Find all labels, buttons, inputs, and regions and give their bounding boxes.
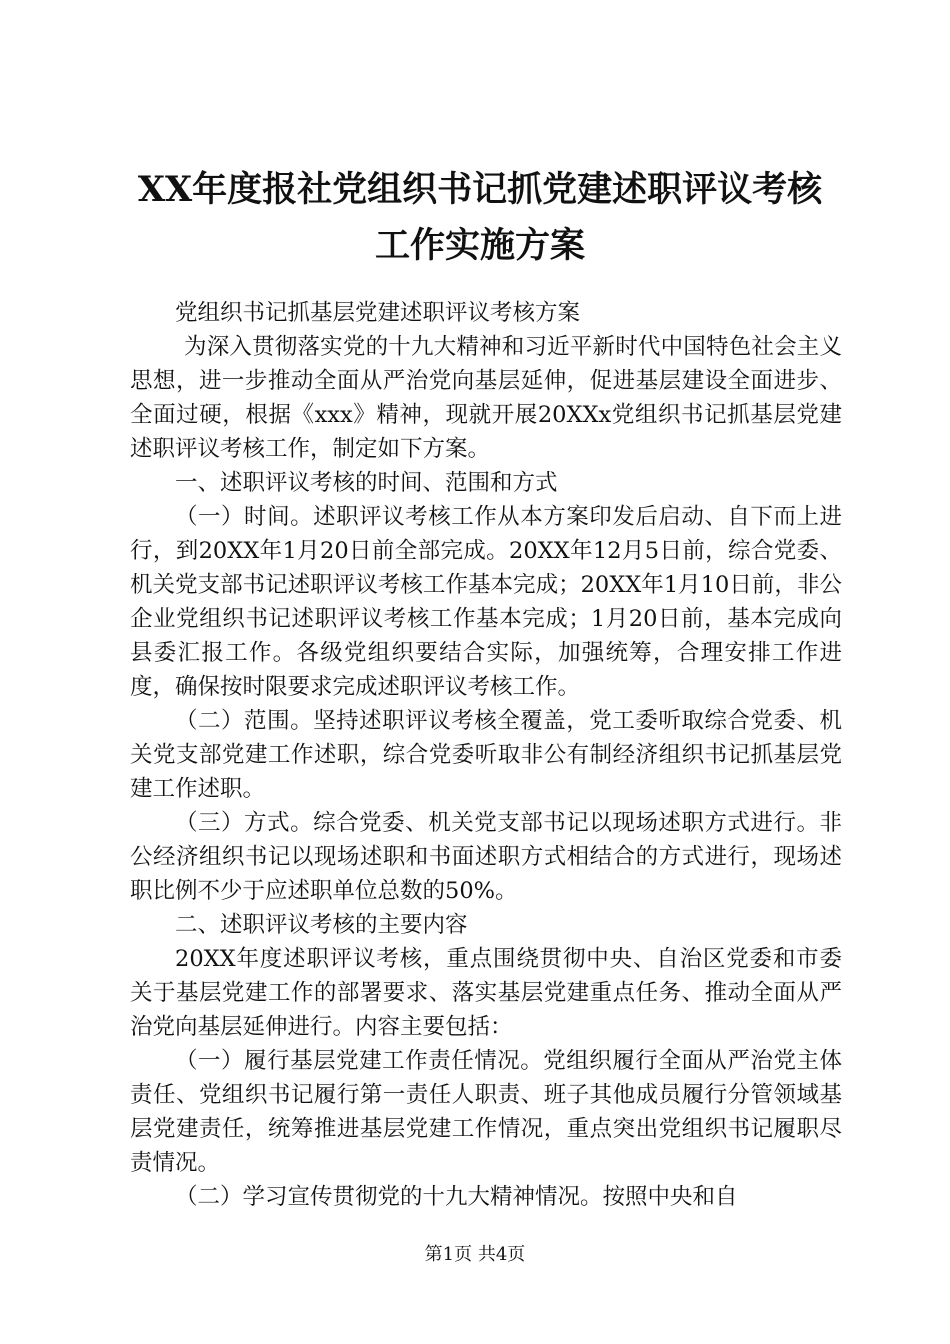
section-heading-2: 二、述职评议考核的主要内容 — [175, 912, 468, 938]
section-heading-1: 一、述职评议考核的时间、范围和方式 — [175, 470, 558, 496]
intro-paragraph: 为深入贯彻落实党的十九大精神和习近平新时代中国特色社会主义思想，进一步推动全面从严治党向基层延伸，促进基层建设全面进步、全面过硬，根据《xxx》精神，现就开展20XXx党组织书记抓基层党建述职评议考核工作，制定如下方案。 — [130, 334, 842, 462]
body-paragraph-time: （一）时间。述职评议考核工作从本方案印发后启动、自下而上进行，到20XX年1月20日前全部完成。20XX年12月5日前，综合党委、机关党支部书记述职评议考核工作基本完成；20XX年1月10日前，非公企业党组织书记述职评议考核工作基本完成；1月20日前，基本完成向县委汇报工作。各级党组织要结合实际，加强统筹，合理安排工作进度，确保按时限要求完成述职评议考核工作。 — [130, 504, 842, 700]
body-paragraph-content: 20XX年度述职评议考核，重点围绕贯彻中央、自治区党委和市委关于基层党建工作的部署要求、落实基层党建重点任务、推动全面从严治党向基层延伸进行。内容主要包括： — [130, 946, 842, 1040]
body-paragraph-responsibility: （一）履行基层党建工作责任情况。党组织履行全面从严治党主体责任、党组织书记履行第一责任人职责、班子其他成员履行分管领域基层党建责任，统筹推进基层党建工作情况，重点突出党组织书记履职尽责情况。 — [130, 1048, 842, 1176]
page-number-footer: 第1页 共4页 — [424, 1244, 526, 1265]
body-paragraph-method: （三）方式。综合党委、机关党支部书记以现场述职方式进行。非公经济组织书记以现场述职和书面述职方式相结合的方式进行，现场述职比例不少于应述职单位总数的50%。 — [130, 810, 842, 904]
body-paragraph-study: （二）学习宣传贯彻党的十九大精神情况。按照中央和自 — [175, 1184, 738, 1210]
document-title-line-1: XX年度报社党组织书记抓党建述职评议考核 — [137, 169, 823, 210]
document-body — [130, 296, 842, 1214]
body-paragraph-scope: （二）范围。坚持述职评议考核全覆盖，党工委听取综合党委、机关党支部党建工作述职，综合党委听取非公有制经济组织书记抓基层党建工作述职。 — [130, 708, 842, 802]
subtitle-paragraph: 党组织书记抓基层党建述职评议考核方案 — [175, 300, 581, 326]
document-title-line-2: 工作实施方案 — [374, 225, 585, 266]
